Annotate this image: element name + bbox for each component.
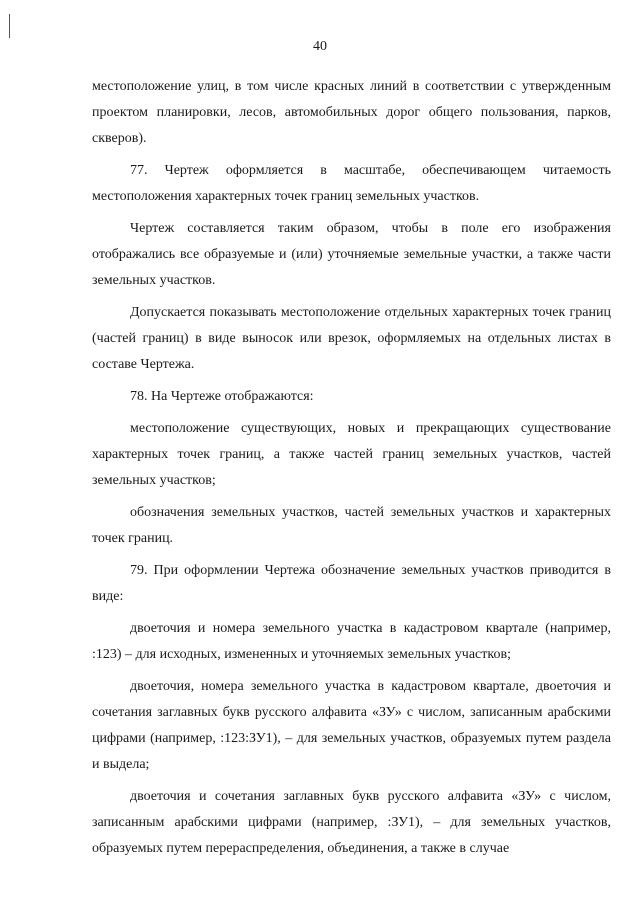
paragraph-5: 78. На Чертеже отображаются: bbox=[130, 389, 314, 404]
paragraph-7: обозначения земельных участков, частей земельных участков и характерных точек границ. bbox=[92, 505, 611, 546]
paragraph-10: двоеточия, номера земельного участка в кадастровом квартале, двоеточия и сочетания заглавных букв русского алфавита «ЗУ» с числом, записанным арабскими цифрами (например, :123:ЗУ1), – для земельных участков, образуемых путем раздела и выдела; bbox=[92, 679, 611, 772]
paragraph-3: Чертеж составляется таким образом, чтобы в поле его изображения отображались все образуемые и (или) уточняемые земельные участки, а также части земельных участков. bbox=[92, 221, 611, 288]
paragraph-9: двоеточия и номера земельного участка в кадастровом квартале (например, :123) – для исходных, измененных и уточняемых земельных участков; bbox=[92, 621, 611, 662]
paragraph-2: 77. Чертеж оформляется в масштабе, обеспечивающем читаемость местоположения характерных точек границ земельных участков. bbox=[92, 163, 611, 204]
scan-edge-mark bbox=[9, 14, 10, 38]
paragraph-8: 79. При оформлении Чертежа обозначение земельных участков приводится в виде: bbox=[92, 563, 611, 604]
page-number: 40 bbox=[313, 39, 327, 54]
document-body bbox=[92, 74, 611, 868]
paragraph-4: Допускается показывать местоположение отдельных характерных точек границ (частей границ) в виде выносок или врезок, оформляемых на отдельных листах в составе Чертежа. bbox=[92, 305, 611, 372]
paragraph-11: двоеточия и сочетания заглавных букв русского алфавита «ЗУ» с числом, записанным арабскими цифрами (например, :ЗУ1), – для земельных участков, образуемых путем перераспределения, объединения, а также в случае bbox=[92, 789, 611, 856]
paragraph-1: местоположение улиц, в том числе красных линий в соответствии с утвержденным проектом планировки, лесов, автомобильных дорог общего пользования, парков, скверов). bbox=[92, 79, 611, 146]
paragraph-6: местоположение существующих, новых и прекращающих существование характерных точек границ, а также частей границ земельных участков, частей земельных участков; bbox=[92, 421, 611, 488]
